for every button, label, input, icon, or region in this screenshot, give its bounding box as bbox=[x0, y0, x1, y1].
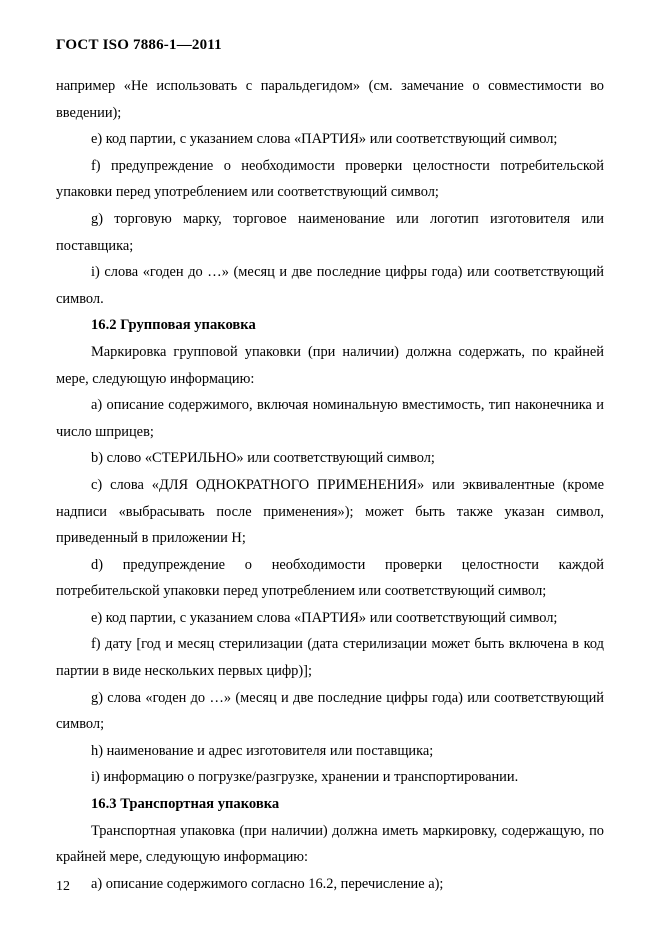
list-item-e-lot: е) код партии, с указанием слова «ПАРТИЯ» или соответствующий символ; bbox=[91, 609, 558, 626]
list-item-f-sterilization-date: f) дату [год и месяц стерилизации (дата стерилизации может быть включена в код партии в виде нескольких первых цифр)]; bbox=[56, 636, 604, 680]
list-item-d-integrity: d) предупреждение о необходимости проверки целостности каждой потребительской упаковки перед употреблением или соответствующий символ; bbox=[56, 556, 604, 600]
list-item-i-handling: i) информацию о погрузке/разгрузке, хранении и транспортировании. bbox=[91, 769, 519, 786]
document-body bbox=[56, 73, 604, 897]
page-number: 12 bbox=[56, 879, 70, 894]
list-item-i-expiry: i) слова «годен до …» (месяц и две последние цифры года) или соответствующий символ. bbox=[56, 264, 604, 307]
section-heading-16-2: 16.2 Групповая упаковка bbox=[91, 317, 256, 334]
section-heading-16-3: 16.3 Транспортная упаковка bbox=[91, 796, 280, 813]
list-item-g-trademark: g) торговую марку, торговое наименование или логотип изготовителя или поставщика; bbox=[56, 210, 604, 254]
paragraph-group-packaging: Маркировка групповой упаковки (при наличии) должна содержать, по крайней мере, следующую информацию: bbox=[56, 343, 604, 387]
list-item-a-contents: а) описание содержимого, включая номинальную вместимость, тип наконечника и число шприцев; bbox=[56, 397, 604, 440]
list-item-b-sterile: b) слово «СТЕРИЛЬНО» или соответствующий символ; bbox=[91, 450, 435, 467]
paragraph-intro-continued: например «Не использовать с паральдегидом» (см. замечание о совместимости во введении); bbox=[56, 78, 604, 121]
list-item-e-lot-code: e) код партии, с указанием слова «ПАРТИЯ» или соответствующий символ; bbox=[91, 131, 558, 148]
list-item-h-manufacturer: h) наименование и адрес изготовителя или поставщика; bbox=[91, 742, 434, 759]
list-item-a-transport-contents: а) описание содержимого согласно 16.2, перечисление а); bbox=[91, 875, 444, 892]
list-item-c-single-use: с) слова «ДЛЯ ОДНОКРАТНОГО ПРИМЕНЕНИЯ» или эквивалентные (кроме надписи «выбрасывать после применения»); может быть также указан символ, приведенный в приложении Н; bbox=[56, 476, 604, 547]
list-item-f-warning: f) предупреждение о необходимости проверки целостности потребительской упаковки перед употреблением или соответствующий символ; bbox=[56, 157, 604, 201]
paragraph-transport-packaging: Транспортная упаковка (при наличии) должна иметь маркировку, содержащую, по крайней мере, следующую информацию: bbox=[56, 822, 604, 866]
page-header: ГОСТ ISO 7886-1—2011 bbox=[56, 37, 222, 53]
list-item-g-expiry: g) слова «годен до …» (месяц и две последние цифры года) или соответствующий символ; bbox=[56, 689, 604, 733]
